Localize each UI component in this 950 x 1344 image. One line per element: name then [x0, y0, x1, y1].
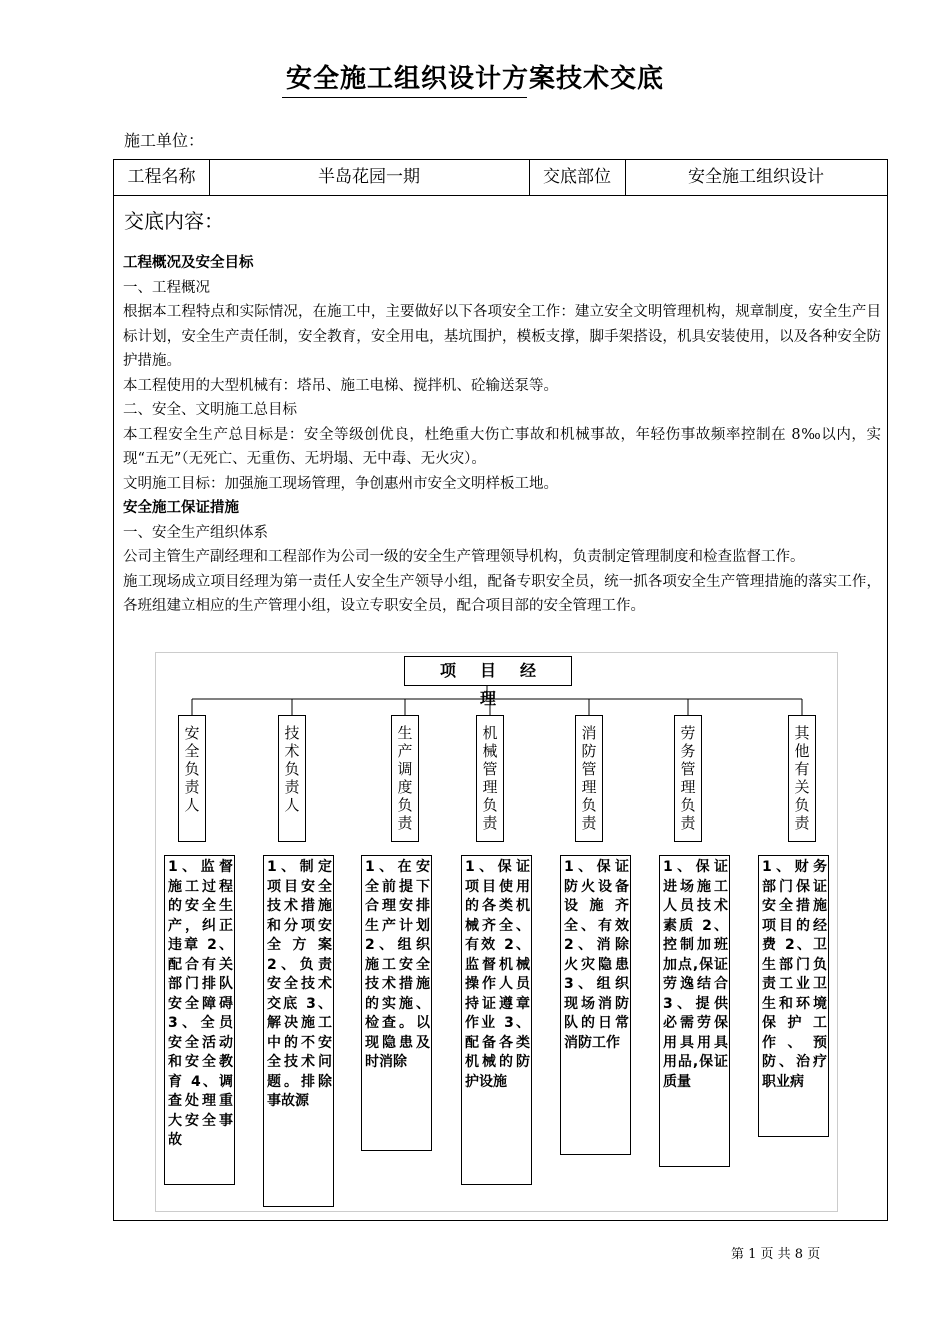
content-label: 交底内容：	[124, 209, 224, 233]
paragraph: 施工现场成立项目经理为第一责任人安全生产领导小组，配备专职安全员，统一抓各项安全生产管理措施的落实工作，各班组建立相应的生产管理小组，设立专职安全员，配合项目部的安全管理工作。	[123, 573, 881, 614]
paragraph: 一、工程概况	[123, 279, 210, 296]
page-footer: 第 1 页 共 8 页	[731, 1247, 821, 1262]
disclosure-part-label: 交底部位	[543, 167, 611, 187]
role-box: 消 防 管 理 负 责	[575, 715, 603, 842]
header-table	[113, 159, 888, 196]
duty-box: 1、监督施工过程的安全生产，纠正违章 2、配合有关部门排队安全障碍 3、全员安全活动和安全教育 4、调查处理重大安全事故	[164, 855, 235, 1185]
duty-box: 1、保证项目使用的各类机械齐全、有效 2、监督机械操作人员持证遵章作业 3、配备各类机械的防护设施	[461, 855, 532, 1185]
construction-unit-label: 施工单位：	[124, 131, 205, 150]
role-box: 机 械 管 理 负 责	[476, 715, 504, 842]
role-box: 技 术 负 责 人	[278, 715, 306, 842]
role-box: 安 全 负 责 人	[178, 715, 206, 842]
project-name-value: 半岛花园一期	[318, 167, 420, 187]
duty-box: 1、财务部门保证安全措施项目的经费 2、卫生部门负责工业卫生和环境保护工作、预防、治疗职业病	[758, 855, 829, 1137]
duty-box: 1、保证防火设备设施齐全、有效 2、消除火灾隐患 3、组织现场消防队的日常消防工作	[560, 855, 631, 1155]
duty-box: 1、保证进场施工人员技术素质 2、控制加班加点,保证劳逸结合 3、提供必需劳保用具用具用品,保证质量	[659, 855, 730, 1167]
paragraph: 根据本工程特点和实际情况，在施工中，主要做好以下各项安全工作：建立安全文明管理机构，规章制度，安全生产目标计划，安全生产责任制，安全教育，安全用电，基坑围护，模板支撑，脚手架搭设，机具安装使用，以及各种安全防护措施。	[123, 304, 881, 369]
content-body	[123, 251, 881, 619]
org-chart	[155, 652, 838, 1212]
paragraph: 一、安全生产组织体系	[123, 524, 268, 541]
duty-box: 1、制定项目安全技术措施和分项安全方案 2、负责安全技术交底 3、解决施工中的不安全技术问题。排除事故源	[263, 855, 334, 1207]
title-underline	[282, 97, 527, 98]
section-heading: 安全施工保证措施	[123, 499, 239, 516]
paragraph: 二、安全、文明施工总目标	[123, 402, 297, 418]
role-box: 劳 务 管 理 负 责	[674, 715, 702, 842]
paragraph: 本工程使用的大型机械有：塔吊、施工电梯、搅拌机、砼输送泵等。	[123, 377, 558, 394]
paragraph: 文明施工目标：加强施工现场管理，争创惠州市安全文明样板工地。	[123, 475, 558, 492]
section-heading: 工程概况及安全目标	[123, 254, 254, 271]
role-box: 生 产 调 度 负 责	[391, 715, 419, 842]
document-title: 安全施工组织设计方案技术交底	[285, 64, 664, 94]
project-name-label: 工程名称	[127, 167, 196, 187]
project-manager-box: 项目经理	[404, 656, 572, 686]
role-box: 其 他 有 关 负 责	[788, 715, 816, 842]
duty-box: 1、在安全前提下合理安排生产计划 2、组织施工安全技术措施的实施、检查。以现隐患及时消除	[361, 855, 432, 1151]
paragraph: 公司主管生产副经理和工程部作为公司一级的安全生产管理领导机构，负责制定管理制度和检查监督工作。	[123, 549, 805, 565]
disclosure-part-value: 安全施工组织设计	[688, 167, 824, 187]
paragraph: 本工程安全生产总目标是：安全等级创优良，杜绝重大伤亡事故和机械事故，年轻伤事故频率控制在 8‰以内，实现“五无”（无死亡、无重伤、无坍塌、无中毒、无火灾）。	[123, 426, 881, 467]
